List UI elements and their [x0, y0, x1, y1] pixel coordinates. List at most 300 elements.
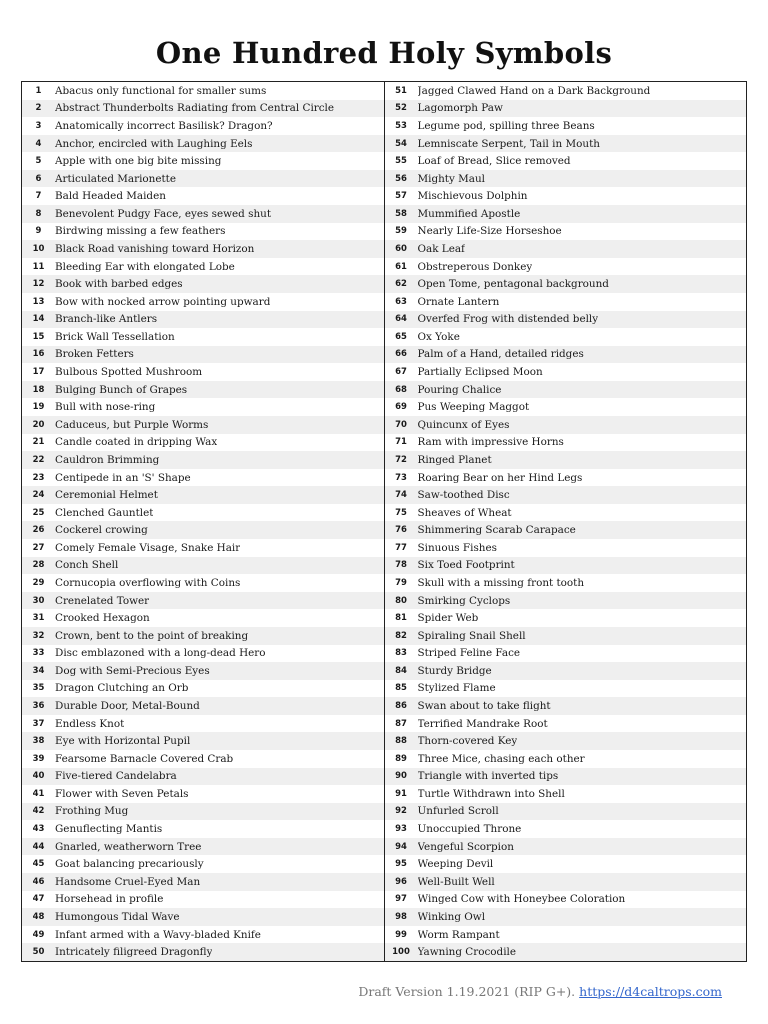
entry-number: 78 — [395, 560, 407, 571]
entry-number: 4 — [35, 138, 42, 149]
entry-text: Conch Shell — [55, 559, 119, 572]
entry-number: 29 — [32, 577, 45, 588]
entry-text: Articulated Marionette — [55, 172, 176, 185]
entry-text: Lagomorph Paw — [417, 102, 503, 115]
entry-number: 15 — [32, 331, 45, 342]
site-link[interactable]: https://d4caltrops.com — [579, 984, 722, 999]
entry-number: 5 — [35, 156, 42, 167]
entry-text: Overfed Frog with distended belly — [417, 313, 599, 326]
entry-number: 12 — [32, 279, 45, 290]
entry-number: 58 — [395, 208, 407, 219]
entry-text: Oak Leaf — [417, 242, 465, 255]
entry-text: Sturdy Bridge — [417, 664, 492, 677]
entry-number: 18 — [32, 384, 45, 395]
entry-number: 64 — [395, 314, 407, 325]
entry-number: 75 — [395, 507, 407, 518]
entry-number: 24 — [32, 490, 45, 501]
entry-text: Disc emblazoned with a long-dead Hero — [55, 647, 266, 660]
table-row — [22, 557, 384, 575]
table-row — [385, 240, 747, 258]
entry-text: Anchor, encircled with Laughing Eels — [55, 137, 253, 150]
entry-text: Bull with nose-ring — [55, 401, 156, 414]
table-row — [22, 873, 384, 891]
entry-text: Cauldron Brimming — [55, 453, 160, 466]
table-row — [385, 82, 747, 100]
entry-number: 43 — [32, 824, 45, 835]
table-row — [385, 908, 747, 926]
left-column — [22, 82, 384, 961]
entry-text: Handsome Cruel-Eyed Man — [55, 875, 201, 888]
entry-text: Sheaves of Wheat — [417, 506, 512, 519]
entry-text: Six Toed Footprint — [417, 559, 515, 572]
entry-number: 6 — [35, 173, 42, 184]
entry-text: Gnarled, weatherworn Tree — [55, 840, 202, 853]
table-row — [22, 258, 384, 276]
entry-text: Birdwing missing a few feathers — [55, 225, 226, 238]
entry-text: Endless Knot — [55, 717, 125, 730]
entry-text: Palm of a Hand, detailed ridges — [417, 348, 584, 361]
entry-number: 57 — [395, 191, 407, 202]
entry-number: 11 — [32, 261, 45, 272]
entry-number: 16 — [32, 349, 45, 360]
table-row — [385, 311, 747, 329]
entry-number: 34 — [32, 665, 45, 676]
entry-text: Saw-toothed Disc — [417, 489, 510, 502]
entry-text: Ox Yoke — [417, 330, 460, 343]
entry-text: Nearly Life-Size Horseshoe — [417, 225, 562, 238]
entry-text: Durable Door, Metal-Bound — [55, 700, 200, 713]
entry-text: Anatomically incorrect Basilisk? Dragon? — [55, 119, 273, 132]
entry-number: 60 — [395, 243, 407, 254]
entry-number: 48 — [32, 911, 45, 922]
entry-text: Winking Owl — [417, 910, 486, 923]
table-row — [22, 750, 384, 768]
entry-number: 25 — [32, 507, 45, 518]
entry-text: Mummified Apostle — [417, 207, 521, 220]
table-row — [385, 398, 747, 416]
entry-text: Abstract Thunderbolts Radiating from Central Circle — [55, 102, 335, 115]
table-row — [385, 768, 747, 786]
entry-text: Turtle Withdrawn into Shell — [417, 787, 565, 800]
table-row — [22, 205, 384, 223]
entry-number: 73 — [395, 472, 407, 483]
entry-text: Spiraling Snail Shell — [417, 629, 526, 642]
table-row — [22, 592, 384, 610]
table-row — [385, 838, 747, 856]
table-row — [22, 451, 384, 469]
entry-text: Shimmering Scarab Carapace — [417, 524, 576, 537]
table-row — [22, 152, 384, 170]
entry-number: 65 — [395, 331, 407, 342]
table-row — [22, 662, 384, 680]
entry-number: 7 — [35, 191, 42, 202]
table-row — [385, 293, 747, 311]
entry-text: Partially Eclipsed Moon — [417, 366, 543, 379]
entry-number: 80 — [395, 595, 407, 606]
entry-number: 51 — [395, 85, 407, 96]
entry-text: Mighty Maul — [417, 172, 486, 185]
table-row — [22, 908, 384, 926]
entry-number: 70 — [395, 419, 407, 430]
table-row — [22, 838, 384, 856]
entry-number: 2 — [35, 103, 42, 114]
entry-number: 47 — [32, 894, 45, 905]
table-row — [22, 434, 384, 452]
table-row — [22, 627, 384, 645]
entry-number: 76 — [395, 525, 407, 536]
entry-number: 55 — [395, 156, 407, 167]
table-row — [385, 803, 747, 821]
table-row — [385, 539, 747, 557]
entry-text: Quincunx of Eyes — [417, 418, 510, 431]
table-row — [385, 117, 747, 135]
table-row — [385, 170, 747, 188]
entry-text: Ringed Planet — [417, 453, 492, 466]
table-row — [385, 275, 747, 293]
table-row — [385, 223, 747, 241]
entry-number: 69 — [395, 402, 407, 413]
version-text: Draft Version 1.19.2021 (RIP G+). — [358, 984, 580, 999]
entry-number: 66 — [395, 349, 407, 360]
table-row — [385, 504, 747, 522]
entry-text: Pouring Chalice — [417, 383, 502, 396]
entry-number: 8 — [35, 208, 42, 219]
page-title: One Hundred Holy Symbols — [155, 36, 613, 70]
entry-number: 61 — [395, 261, 407, 272]
entry-text: Bow with nocked arrow pointing upward — [55, 295, 271, 308]
table-row — [22, 346, 384, 364]
table-row — [385, 645, 747, 663]
table-row — [22, 697, 384, 715]
entry-text: Apple with one big bite missing — [55, 155, 222, 168]
table-row — [22, 943, 384, 961]
entry-text: Cornucopia overflowing with Coins — [55, 576, 241, 589]
entry-text: Roaring Bear on her Hind Legs — [417, 471, 583, 484]
entry-number: 46 — [32, 876, 45, 887]
entry-number: 97 — [395, 894, 407, 905]
entry-text: Spider Web — [417, 612, 479, 625]
entry-text: Comely Female Visage, Snake Hair — [55, 541, 241, 554]
entry-number: 68 — [395, 384, 407, 395]
entry-number: 9 — [35, 226, 42, 237]
entry-text: Cockerel crowing — [55, 524, 148, 537]
table-row — [385, 592, 747, 610]
table-row — [385, 662, 747, 680]
table-row — [22, 469, 384, 487]
entry-text: Yawning Crocodile — [417, 946, 516, 959]
table-row — [22, 328, 384, 346]
entry-number: 35 — [32, 683, 45, 694]
entry-number: 62 — [395, 279, 407, 290]
entry-text: Benevolent Pudgy Face, eyes sewed shut — [55, 207, 272, 220]
entry-text: Three Mice, chasing each other — [417, 752, 585, 765]
entry-number: 71 — [395, 437, 407, 448]
table-row — [385, 328, 747, 346]
entry-number: 39 — [32, 753, 45, 764]
table-row — [22, 680, 384, 698]
entry-text: Winged Cow with Honeybee Coloration — [417, 893, 626, 906]
entry-text: Legume pod, spilling three Beans — [417, 119, 595, 132]
table-row — [22, 645, 384, 663]
entry-number: 45 — [32, 859, 45, 870]
entry-text: Swan about to take flight — [417, 700, 551, 713]
entry-text: Lemniscate Serpent, Tail in Mouth — [417, 137, 600, 150]
entry-text: Humongous Tidal Wave — [55, 910, 180, 923]
entry-text: Triangle with inverted tips — [417, 770, 559, 783]
entry-number: 52 — [395, 103, 407, 114]
entry-text: Infant armed with a Wavy-bladed Knife — [55, 928, 261, 941]
entry-text: Frothing Mug — [55, 805, 129, 818]
table-row — [385, 381, 747, 399]
table-row — [385, 732, 747, 750]
table-row — [22, 170, 384, 188]
entry-text: Thorn-covered Key — [417, 735, 518, 748]
entry-number: 72 — [395, 454, 407, 465]
table-row — [22, 100, 384, 118]
table-row — [22, 240, 384, 258]
entry-text: Caduceus, but Purple Worms — [55, 418, 209, 431]
entry-text: Candle coated in dripping Wax — [55, 436, 218, 449]
entry-text: Crown, bent to the point of breaking — [55, 629, 249, 642]
table-row — [22, 398, 384, 416]
entry-text: Obstreperous Donkey — [417, 260, 533, 273]
entry-number: 30 — [32, 595, 45, 606]
table-row — [22, 785, 384, 803]
entry-number: 92 — [395, 806, 407, 817]
entry-number: 83 — [395, 648, 407, 659]
entry-text: Open Tome, pentagonal background — [417, 278, 609, 291]
table-row — [385, 416, 747, 434]
entry-text: Skull with a missing front tooth — [417, 576, 585, 589]
table-row — [22, 521, 384, 539]
entry-text: Sinuous Fishes — [417, 541, 497, 554]
table-row — [22, 715, 384, 733]
entry-text: Fearsome Barnacle Covered Crab — [55, 752, 234, 765]
entry-text: Five-tiered Candelabra — [55, 770, 177, 783]
table-row — [385, 100, 747, 118]
entry-text: Intricately filigreed Dragonfly — [55, 946, 213, 959]
table-row — [22, 855, 384, 873]
entry-text: Pus Weeping Maggot — [417, 401, 530, 414]
entry-number: 23 — [32, 472, 45, 483]
entry-number: 40 — [32, 771, 45, 782]
table-row — [22, 135, 384, 153]
entry-number: 28 — [32, 560, 45, 571]
table-row — [385, 785, 747, 803]
entry-number: 82 — [395, 630, 407, 641]
table-row — [385, 609, 747, 627]
entry-number: 53 — [395, 120, 407, 131]
entry-number: 20 — [32, 419, 45, 430]
entry-number: 56 — [395, 173, 407, 184]
entry-number: 96 — [395, 876, 407, 887]
footer — [358, 984, 722, 999]
entry-text: Crooked Hexagon — [55, 612, 150, 625]
table-row — [22, 820, 384, 838]
entry-text: Worm Rampant — [417, 928, 500, 941]
table-row — [22, 926, 384, 944]
entry-text: Bulbous Spotted Mushroom — [55, 366, 203, 379]
entry-number: 100 — [392, 947, 410, 958]
entry-number: 26 — [32, 525, 45, 536]
table-row — [22, 275, 384, 293]
entry-number: 84 — [395, 665, 407, 676]
table-row — [22, 732, 384, 750]
entry-text: Mischievous Dolphin — [417, 190, 528, 203]
entry-number: 59 — [395, 226, 407, 237]
table-row — [22, 293, 384, 311]
table-row — [22, 363, 384, 381]
entry-text: Terrified Mandrake Root — [417, 717, 548, 730]
entry-number: 3 — [35, 120, 42, 131]
entry-text: Dog with Semi-Precious Eyes — [55, 664, 210, 677]
entry-text: Ornate Lantern — [417, 295, 500, 308]
entry-number: 22 — [32, 454, 45, 465]
entry-text: Stylized Flame — [417, 682, 496, 695]
table-row — [385, 873, 747, 891]
table-row — [385, 680, 747, 698]
table-row — [385, 697, 747, 715]
entry-number: 31 — [32, 613, 45, 624]
entry-number: 77 — [395, 542, 407, 553]
entry-text: Ram with impressive Horns — [417, 436, 564, 449]
table-row — [22, 311, 384, 329]
entry-text: Ceremonial Helmet — [55, 489, 158, 502]
entry-text: Unfurled Scroll — [417, 805, 499, 818]
entry-number: 99 — [395, 929, 407, 940]
table-row — [385, 451, 747, 469]
entry-number: 33 — [32, 648, 45, 659]
entry-number: 90 — [395, 771, 407, 782]
table-row — [22, 486, 384, 504]
table-row — [385, 855, 747, 873]
entry-number: 89 — [395, 753, 407, 764]
entry-number: 27 — [32, 542, 45, 553]
table-row — [385, 152, 747, 170]
entry-number: 44 — [32, 841, 45, 852]
entry-number: 19 — [32, 402, 45, 413]
entry-text: Smirking Cyclops — [417, 594, 511, 607]
entry-number: 36 — [32, 701, 45, 712]
entry-number: 17 — [32, 367, 45, 378]
table-row — [22, 574, 384, 592]
table-row — [22, 768, 384, 786]
entry-text: Striped Feline Face — [417, 647, 521, 660]
table-row — [22, 609, 384, 627]
entry-number: 98 — [395, 911, 407, 922]
entry-text: Goat balancing precariously — [55, 858, 204, 871]
entry-number: 86 — [395, 701, 407, 712]
entry-number: 63 — [395, 296, 407, 307]
entry-text: Brick Wall Tessellation — [55, 330, 175, 343]
table-row — [22, 891, 384, 909]
entry-number: 88 — [395, 736, 407, 747]
table-row — [385, 627, 747, 645]
entry-text: Centipede in an 'S' Shape — [55, 471, 191, 484]
entry-text: Vengeful Scorpion — [417, 840, 514, 853]
entry-number: 41 — [32, 788, 45, 799]
entry-number: 85 — [395, 683, 407, 694]
table-row — [385, 363, 747, 381]
table-row — [385, 486, 747, 504]
entry-number: 10 — [32, 243, 45, 254]
table-row — [385, 820, 747, 838]
entry-text: Bulging Bunch of Grapes — [55, 383, 188, 396]
table-row — [385, 346, 747, 364]
entry-text: Broken Fetters — [55, 348, 134, 361]
table-row — [385, 891, 747, 909]
entry-number: 91 — [395, 788, 407, 799]
entry-number: 38 — [32, 736, 45, 747]
entry-text: Dragon Clutching an Orb — [55, 682, 189, 695]
table-row — [385, 715, 747, 733]
entry-text: Unoccupied Throne — [417, 823, 522, 836]
entry-text: Eye with Horizontal Pupil — [55, 735, 191, 748]
entry-number: 1 — [35, 85, 42, 96]
table-row — [22, 117, 384, 135]
table-row — [385, 750, 747, 768]
table-row — [22, 82, 384, 100]
entry-number: 21 — [32, 437, 45, 448]
entry-number: 42 — [32, 806, 45, 817]
entry-text: Crenelated Tower — [55, 594, 150, 607]
entry-text: Jagged Clawed Hand on a Dark Background — [417, 84, 651, 97]
table-row — [385, 557, 747, 575]
table-row — [385, 434, 747, 452]
table-row — [385, 258, 747, 276]
entry-text: Flower with Seven Petals — [55, 787, 189, 800]
entry-number: 37 — [32, 718, 45, 729]
table-row — [385, 469, 747, 487]
entry-number: 67 — [395, 367, 407, 378]
entry-text: Bleeding Ear with elongated Lobe — [55, 260, 235, 273]
table-row — [22, 187, 384, 205]
entry-number: 94 — [395, 841, 407, 852]
entry-number: 93 — [395, 824, 407, 835]
entry-number: 81 — [395, 613, 407, 624]
entry-number: 79 — [395, 577, 407, 588]
table-row — [385, 135, 747, 153]
entry-number: 49 — [32, 929, 45, 940]
entry-text: Loaf of Bread, Slice removed — [417, 155, 571, 168]
entry-number: 50 — [32, 947, 45, 958]
right-column — [384, 82, 747, 961]
entry-number: 54 — [395, 138, 407, 149]
entry-text: Abacus only functional for smaller sums — [55, 84, 267, 97]
table-row — [385, 926, 747, 944]
entry-number: 87 — [395, 718, 407, 729]
entry-text: Bald Headed Maiden — [55, 190, 166, 203]
table-row — [385, 521, 747, 539]
symbols-table — [21, 81, 747, 962]
entry-number: 14 — [32, 314, 45, 325]
table-row — [22, 504, 384, 522]
entry-text: Black Road vanishing toward Horizon — [55, 242, 255, 255]
entry-number: 74 — [395, 490, 407, 501]
table-row — [385, 943, 747, 961]
table-row — [385, 205, 747, 223]
entry-text: Genuflecting Mantis — [55, 823, 163, 836]
entry-text: Horsehead in profile — [55, 893, 164, 906]
table-row — [385, 574, 747, 592]
entry-text: Weeping Devil — [417, 858, 494, 871]
table-row — [22, 803, 384, 821]
entry-number: 95 — [395, 859, 407, 870]
table-row — [22, 381, 384, 399]
entry-number: 13 — [32, 296, 45, 307]
table-row — [22, 539, 384, 557]
entry-text: Clenched Gauntlet — [55, 506, 154, 519]
